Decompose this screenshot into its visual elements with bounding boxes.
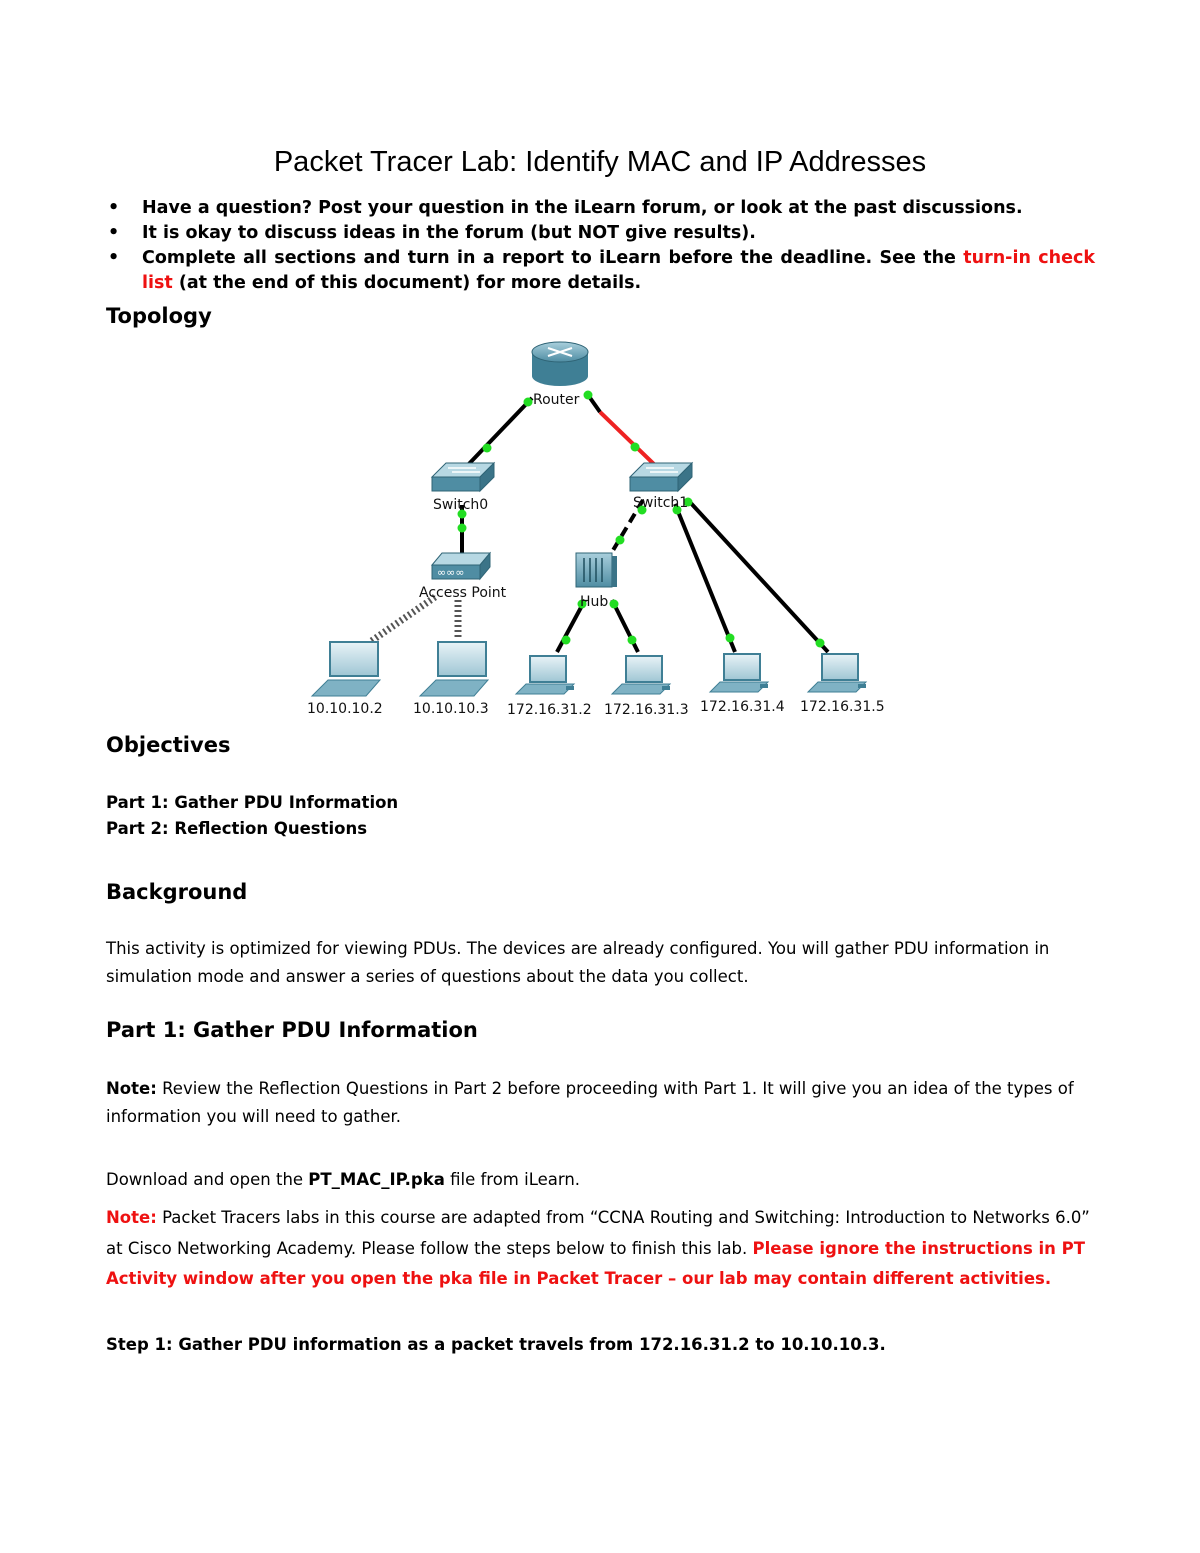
note-text: Review the Reflection Questions in Part 2 before proceeding with Part 1. It will give you an idea of the types of information you will need to gather. [106, 1079, 1074, 1126]
part1-note [106, 1075, 1096, 1131]
host-label: 172.16.31.5 [800, 699, 885, 715]
desktop-icon [710, 654, 768, 692]
part1-note2 [106, 1203, 1096, 1295]
download-text: file from iLearn. [444, 1170, 581, 1189]
link-status-dot [584, 391, 593, 400]
download-text: Download and open the [106, 1170, 309, 1189]
host-label: 10.10.10.2 [307, 701, 383, 717]
objectives-heading: Objectives [106, 733, 231, 757]
desktop-icon [612, 656, 670, 694]
topology-heading: Topology [106, 304, 212, 328]
host-label: 172.16.31.3 [604, 702, 689, 718]
link-status-dot [458, 524, 467, 533]
warning-text: Please ignore the instructions in PT Activity window after you open the pka file in Packet Tracer – our lab may contain different activities. [106, 1238, 1086, 1288]
link-switch1-hosts [673, 498, 829, 653]
laptop-icon [420, 642, 488, 696]
objectives-list [106, 790, 1096, 842]
part1-heading: Part 1: Gather PDU Information [106, 1018, 478, 1042]
note-label: Note: [106, 1208, 157, 1227]
desktop-icon [808, 654, 866, 692]
background-heading: Background [106, 880, 248, 904]
link-status-dot [562, 636, 571, 645]
download-instruction [106, 1166, 1096, 1194]
link-status-dot [610, 600, 619, 609]
list-item-text: It is okay to discuss ideas in the forum (but NOT give results). [142, 223, 756, 243]
link-status-dot [524, 398, 533, 407]
background-text: This activity is optimized for viewing PDUs. The devices are already configured. You will gather PDU information in simulation mode and answer a series of questions about the data you collect. [106, 939, 1050, 986]
list-item-text: Have a question? Post your question in the iLearn forum, or look at the past discussions. [142, 198, 1023, 218]
router-icon [532, 342, 588, 386]
link-status-dot [628, 636, 637, 645]
list-item-text: Complete all sections and turn in a report to iLearn before the deadline. See the [142, 248, 964, 268]
host-label: 172.16.31.4 [700, 699, 785, 715]
link-router-switch1 [584, 391, 661, 471]
access-point-label: Access Point [419, 585, 507, 601]
hub-label: Hub [580, 594, 609, 610]
switch1-label: Switch1 [633, 495, 689, 511]
link-status-dot [631, 443, 640, 452]
bullet-icon: • [108, 248, 120, 268]
note-label: Note: [106, 1079, 157, 1098]
laptop-icon [312, 642, 380, 696]
svg-text:∞∞∞: ∞∞∞ [437, 566, 465, 579]
objective-item: Part 1: Gather PDU Information [106, 793, 399, 812]
link-status-dot [616, 536, 625, 545]
objective-item: Part 2: Reflection Questions [106, 819, 368, 838]
access-point-icon [432, 553, 490, 579]
topology-diagram [0, 0, 1200, 740]
link-status-dot [726, 634, 735, 643]
host-label: 172.16.31.2 [507, 702, 592, 718]
bullet-icon: • [108, 223, 120, 243]
host-label: 10.10.10.3 [413, 701, 489, 717]
hub-icon [576, 553, 617, 587]
switch0-label: Switch0 [433, 497, 489, 513]
bullet-icon: • [108, 198, 120, 218]
link-router-switch0 [465, 398, 533, 469]
link-status-dot [816, 639, 825, 648]
checklist-link[interactable]: turn-in check list [142, 248, 1095, 293]
list-item-text: (at the end of this document) for more details. [172, 273, 642, 293]
file-name: PT_MAC_IP.pka [308, 1170, 445, 1189]
link-status-dot [483, 444, 492, 453]
desktop-icon [516, 656, 574, 694]
router-label: Router [533, 392, 580, 408]
switch0-icon [432, 463, 494, 491]
page-title: Packet Tracer Lab: Identify MAC and IP Addresses [273, 146, 927, 178]
note-text: Packet Tracers labs in this course are adapted from “CCNA Routing and Switching: Introduction to Networks 6.0” at Cisco Networking Academy. Please follow the steps below to finish this lab. [106, 1208, 1090, 1258]
switch1-icon [630, 463, 692, 491]
wireless-links [370, 597, 458, 642]
step1-heading: Step 1: Gather PDU information as a packet travels from 172.16.31.2 to 10.10.10.3. [106, 1335, 886, 1354]
